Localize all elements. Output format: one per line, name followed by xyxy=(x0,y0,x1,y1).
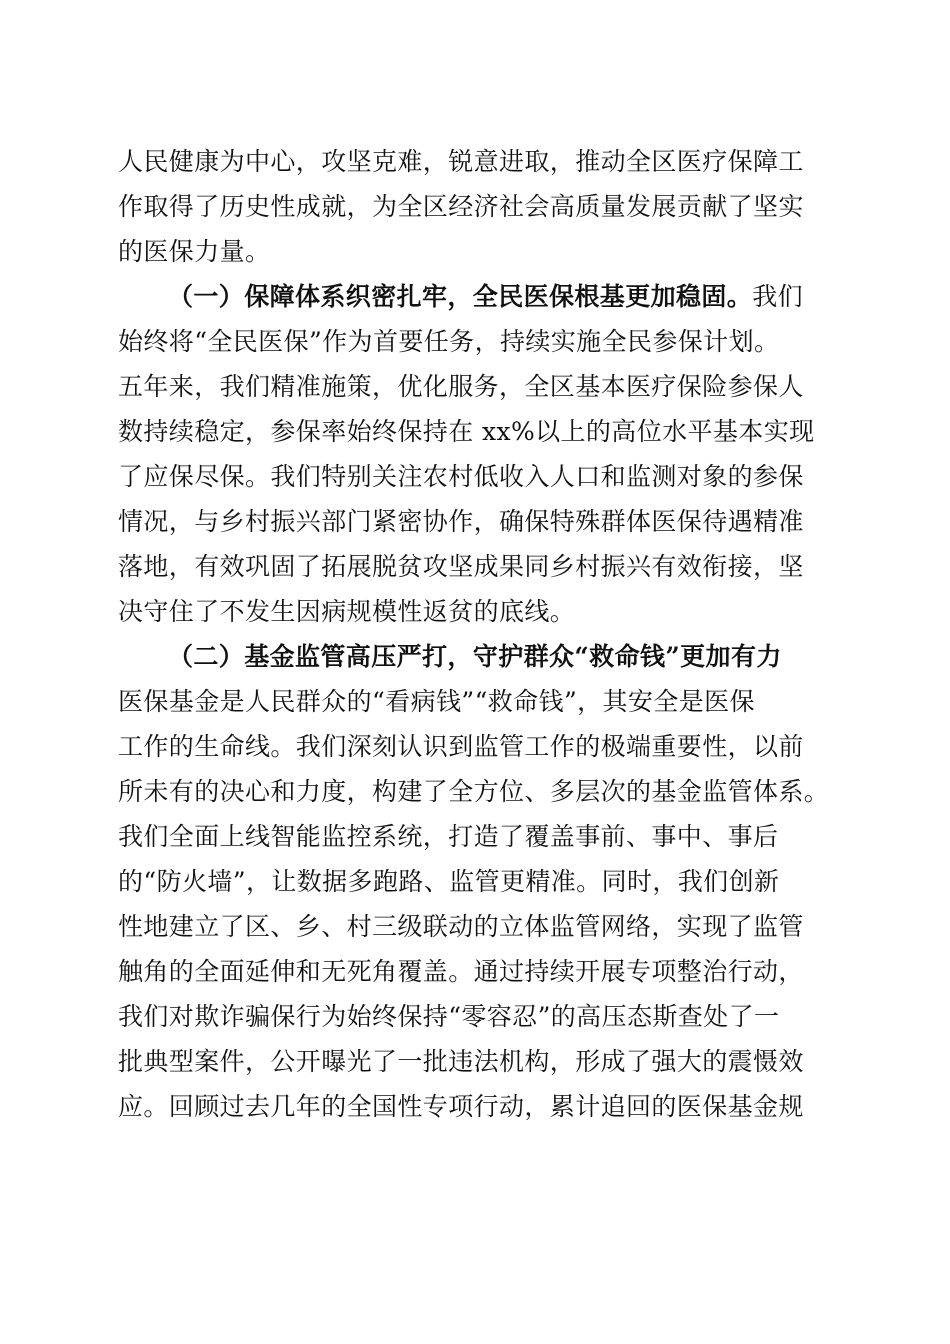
text-line: 的“防火墙”，让数据多跑路、监管更精准。同时，我们创新 xyxy=(118,867,780,896)
text-line: 医保基金是人民群众的“看病钱”“救命钱”，其安全是医保 xyxy=(118,687,755,716)
text-line: 了应保尽保。我们特别关注农村低收入人口和监测对象的参保 xyxy=(118,462,804,491)
text-line: 我们全面上线智能监控系统，打造了覆盖事前、事中、事后 xyxy=(118,822,779,851)
text-line: 情况，与乡村振兴部门紧密协作，确保特殊群体医保待遇精准 xyxy=(118,507,804,536)
text-line: 性地建立了区、乡、村三级联动的立体监管网络，实现了监管 xyxy=(118,912,804,941)
text-line: 我们对欺诈骗保行为始终保持“零容忍”的高压态斯查处了一 xyxy=(118,1002,780,1031)
text-line: 所未有的决心和力度，构建了全方位、多层次的基金监管体系。 xyxy=(118,777,830,806)
text-span: 我们 xyxy=(752,282,804,311)
section-1-first-line xyxy=(168,282,803,312)
text-line: 的医保力量。 xyxy=(118,237,271,266)
text-line: 应。回顾过去几年的全国性专项行动，累计追回的医保基金规 xyxy=(118,1092,804,1121)
text-line: 始终将“全民医保”作为首要任务，持续实施全民参保计划。 xyxy=(118,327,780,356)
text-line: 工作的生命线。我们深刻认识到监管工作的极端重要性，以前 xyxy=(118,732,804,761)
text-line: 落地，有效巩固了拓展脱贫攻坚成果同乡村振兴有效衔接，坚 xyxy=(118,552,804,581)
text-line: 数持续稳定，参保率始终保持在 xx%以上的高位水平基本实现 xyxy=(118,417,815,446)
text-line: 批典型案件，公开曝光了一批违法机构，形成了强大的震慑效 xyxy=(118,1047,804,1076)
text-line: 人民健康为中心，攻坚克难，锐意进取，推动全区医疗保障工 xyxy=(118,147,804,176)
section-heading: （二）基金监管高压严打，守护群众“救命钱”更加有力 xyxy=(168,642,782,671)
section-heading: （一）保障体系织密扎牢，全民医保根基更加稳固。 xyxy=(168,282,753,311)
text-line: 决守住了不发生因病规模性返贫的底线。 xyxy=(118,597,576,626)
text-line: 作取得了历史性成就，为全区经济社会高质量发展贡献了坚实 xyxy=(118,192,804,221)
text-line: 触角的全面延伸和无死角覆盖。通过持续开展专项整治行动， xyxy=(118,957,804,986)
text-line: 五年来，我们精准施策，优化服务，全区基本医疗保险参保人 xyxy=(118,372,804,401)
